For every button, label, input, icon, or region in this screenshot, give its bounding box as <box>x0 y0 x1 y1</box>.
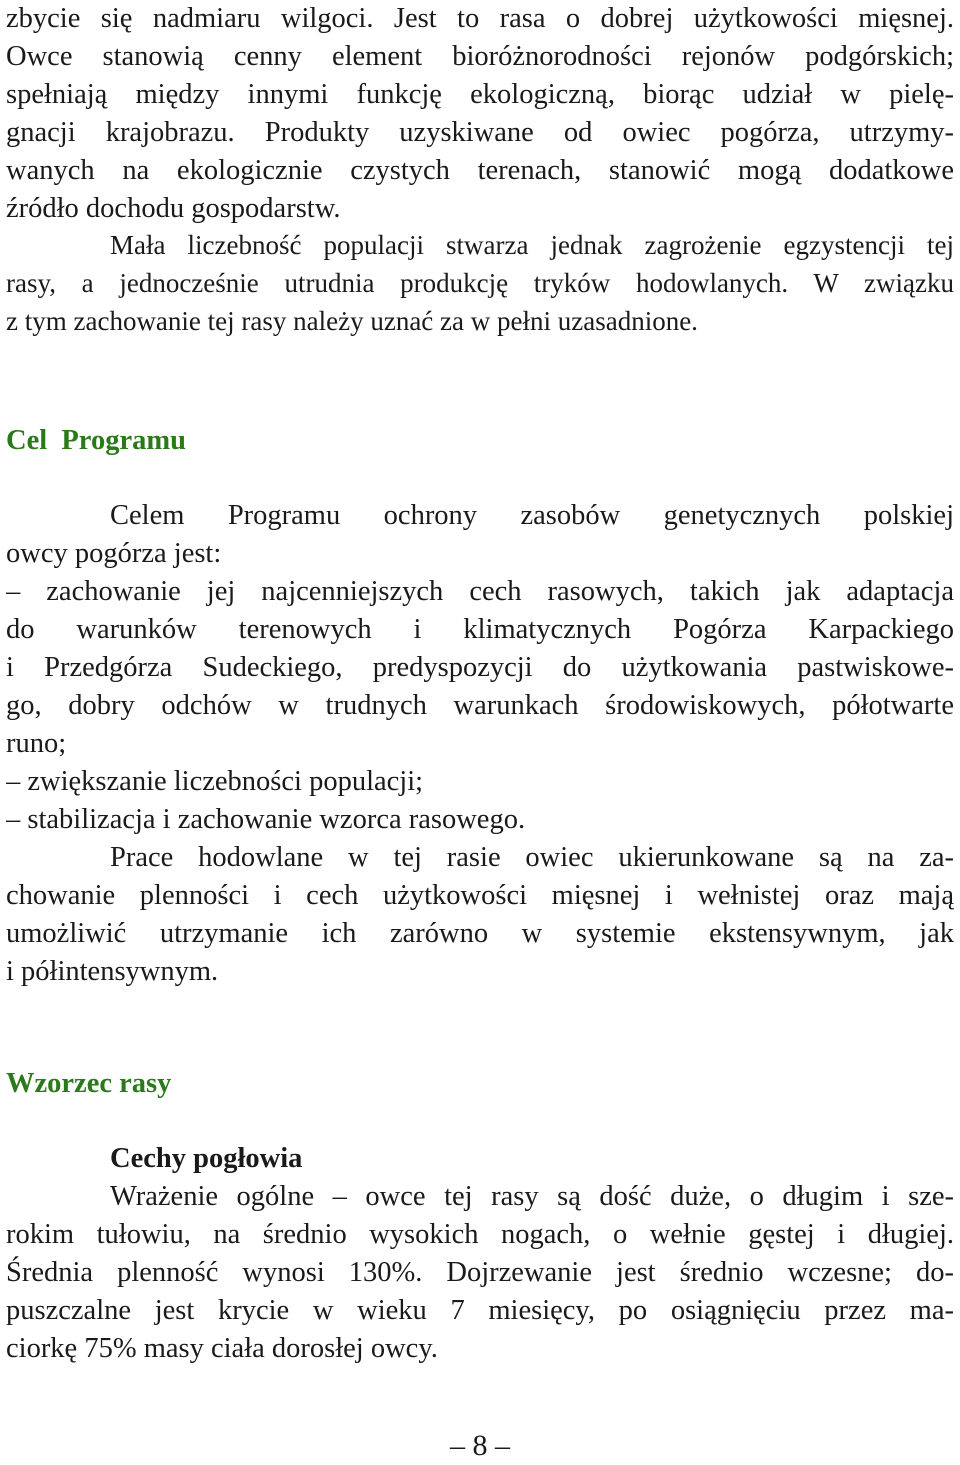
text-line: chowanie plenności i cech użytkowości mięsnej i wełnistej oraz mają <box>6 880 954 911</box>
text-line: Celem Programu ochrony zasobów genetycznych polskiej <box>110 500 954 531</box>
text-line: z tym zachowanie tej rasy należy uznać za w pełni uzasadnione. <box>6 306 698 336</box>
text-line: i półintensywnym. <box>6 956 219 987</box>
text-line: Średnia plenność wynosi 130%. Dojrzewanie jest średnio wczesne; do- <box>6 1257 954 1288</box>
bullet-line: – zwiększanie liczebności populacji; <box>6 766 424 797</box>
page-number: – 8 – <box>450 1429 510 1462</box>
text-line: gnacji krajobrazu. Produkty uzyskiwane od owiec pogórza, utrzymy- <box>6 117 954 148</box>
text-line: Owce stanowią cenny element bioróżnorodności rejonów podgórskich; <box>6 41 954 72</box>
paragraph-population-threat <box>6 226 954 340</box>
text-line: Wrażenie ogólne – owce tej rasy są dość duże, o długim i sze- <box>110 1181 954 1212</box>
bullet-line: – stabilizacja i zachowanie wzorca rasowego. <box>6 804 526 835</box>
section-heading-cel-programu: Cel Programu <box>6 425 186 456</box>
text-line: ciorkę 75% masy ciała dorosłej owcy. <box>6 1333 438 1364</box>
text-line: rokim tułowiu, na średnio wysokich nogach, o wełnie gęstej i długiej. <box>6 1219 954 1250</box>
text-line: owcy pogórza jest: <box>6 538 222 569</box>
text-line: umożliwić utrzymanie ich zarówno w systemie ekstensywnym, jak <box>6 918 954 949</box>
text-line: Mała liczebność populacji stwarza jednak zagrożenie egzystencji tej <box>110 230 954 260</box>
text-line: wanych na ekologicznie czystych terenach, stanowić mogą dodatkowe <box>6 155 954 186</box>
text-line: źródło dochodu gospodarstw. <box>6 193 341 224</box>
text-line: Prace hodowlane w tej rasie owiec ukierunkowane są na za- <box>110 842 954 873</box>
text-line: rasy, a jednocześnie utrudnia produkcję tryków hodowlanych. W związku <box>6 268 954 298</box>
text-line: do warunków terenowych i klimatycznych Pogórza Karpackiego <box>6 614 954 645</box>
text-line: spełniają między innymi funkcję ekologiczną, biorąc udział w pielę- <box>6 79 954 110</box>
text-line: zbycie się nadmiaru wilgoci. Jest to rasa o dobrej użytkowości mięsnej. <box>6 3 954 34</box>
text-line: puszczalne jest krycie w wieku 7 miesięcy, po osiągnięciu przez ma- <box>6 1295 954 1326</box>
section-body-cel-programu <box>6 497 954 991</box>
text-line: i Przedgórza Sudeckiego, predyspozycji do użytkowania pastwiskowe- <box>6 652 954 683</box>
section-heading-wzorzec-rasy: Wzorzec rasy <box>6 1068 172 1099</box>
paragraph-breed-usefulness <box>6 0 954 228</box>
text-line: go, dobry odchów w trudnych warunkach środowiskowych, półotwarte <box>6 690 954 721</box>
bullet-line: – zachowanie jej najcenniejszych cech rasowych, takich jak adaptacja <box>6 576 954 607</box>
section-body-wzorzec-rasy <box>6 1178 954 1368</box>
subheading-cechy-poglowia: Cechy pogłowia <box>110 1143 303 1174</box>
text-line: runo; <box>6 728 67 759</box>
